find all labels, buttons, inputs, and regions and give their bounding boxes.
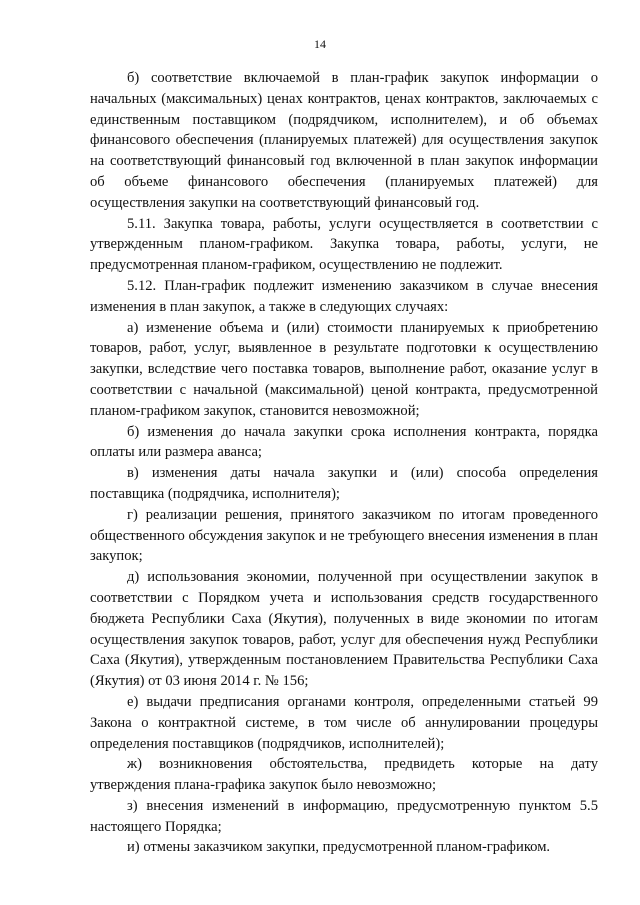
paragraph-b-plan-conformity: б) соответствие включаемой в план-график закупок информации о начальных (максимальных) ценах контрактов, ценах контрактов, заключаемых с единственным поставщиком (подрядчиком, исполнителем), и об объемах финансового обеспечения (планируемых платежей) для осуществления закупок на соответствующий финансовый год включенной в план закупок информации об объеме финансового обеспечения (планируемых платежей) для осуществления закупки на соответствующий финансовый год. xyxy=(90,70,598,211)
paragraph-5-12: 5.12. План-график подлежит изменению заказчиком в случае внесения изменения в план закупок, а также в следующих случаях: xyxy=(90,277,598,315)
list-item-v: в) изменения даты начала закупки и (или) способа определения поставщика (подрядчика, исполнителя); xyxy=(90,465,598,502)
list-item-i: и) отмены заказчиком закупки, предусмотренной планом-графиком. xyxy=(127,839,551,856)
list-item-b: б) изменения до начала закупки срока исполнения контракта, порядка оплаты или размера аванса; xyxy=(90,423,598,461)
list-item-a: а) изменение объема и (или) стоимости планируемых к приобретению товаров, работ, услуг, выявленное в результате подготовки к осуществлению закупки, вследствие чего поставка товаров, выполнение работ, оказание услуг в соответствии с начальной (максимальной) ценой контракта, предусмотренной планом-графиком закупок, становится невозможной; xyxy=(90,319,598,419)
list-item-d: д) использования экономии, полученной при осуществлении закупок в соответствии с Порядком учета и использования средств государственного бюджета Республики Саха (Якутия), полученных в виде экономии по итогам осуществления закупок товаров, работ, услуг для обеспечения нужд Республики Саха (Якутия), утвержденным постановлением Правительства Республики Саха (Якутия) от 03 июня 2014 г. № 156; xyxy=(90,569,598,690)
page-number: 14 xyxy=(314,37,326,51)
list-item-zh: ж) возникновения обстоятельства, предвидеть которые на дату утверждения плана-графика закупок было невозможно; xyxy=(90,756,598,794)
list-item-e: е) выдачи предписания органами контроля, определенными статьей 99 Закона о контрактной системе, в том числе об аннулировании процедуры определения поставщиков (подрядчиков, исполнителей); xyxy=(90,693,598,752)
list-item-z: з) внесения изменений в информацию, предусмотренную пунктом 5.5 настоящего Порядка; xyxy=(90,797,598,835)
paragraph-5-11: 5.11. Закупка товара, работы, услуги осуществляется в соответствии с утвержденным планом-графиком. Закупка товара, работы, услуги, не предусмотренная планом-графиком, осуществлению не подлежит. xyxy=(90,215,598,274)
document-body xyxy=(90,68,598,858)
list-item-g: г) реализации решения, принятого заказчиком по итогам проведенного общественного обсуждения закупок и не требующего внесения изменения в план закупок; xyxy=(90,506,598,565)
